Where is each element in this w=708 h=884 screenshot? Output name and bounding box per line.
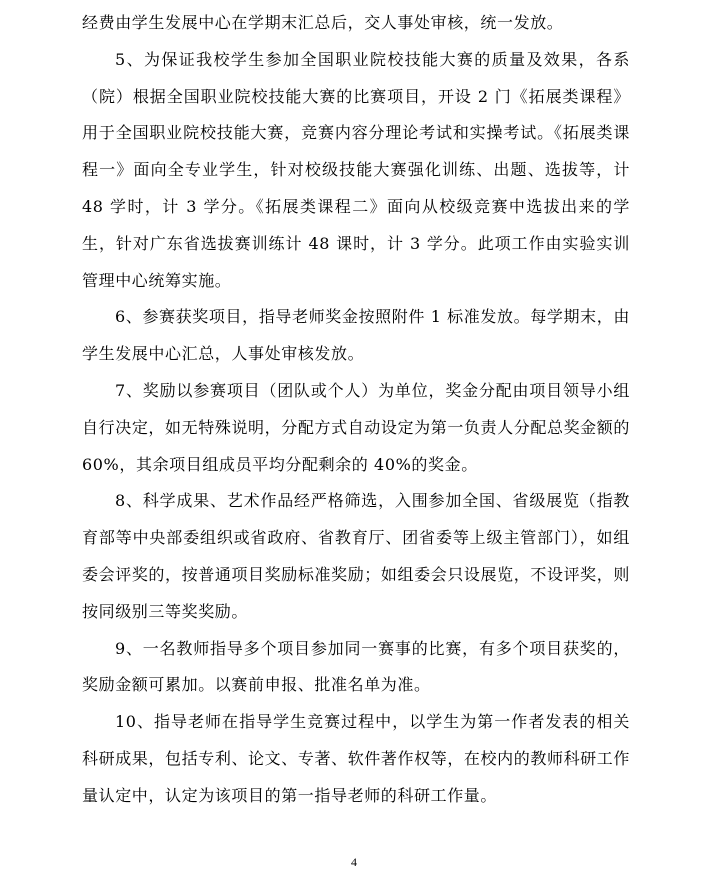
paragraph-item-9: 9、一名教师指导多个项目参加同一赛事的比赛，有多个项目获奖的，奖励金额可累加。以赛前申报、批准名单为准。 [82,638,630,695]
paragraph-item-6: 6、参赛获奖项目，指导老师奖金按照附件 1 标准发放。每学期末，由学生发展中心汇总，人事处审核发放。 [82,307,630,364]
paragraph-item-10: 10、指导老师在指导学生竞赛过程中，以学生为第一作者发表的相关科研成果，包括专利、论文、专著、软件著作权等，在校内的教师科研工作量认定中，认定为该项目的第一指导老师的科研工作量。 [82,712,630,805]
page-number: 4 [351,855,357,869]
document-body [82,5,630,815]
paragraph-1: 经费由学生发展中心在学期末汇总后，交人事处审核，统一发放。 [82,13,564,32]
paragraph-item-5: 5、为保证我校学生参加全国职业院校技能大赛的质量及效果，各系（院）根据全国职业院校技能大赛的比赛项目，开设 2 门《拓展类课程》用于全国职业院校技能大赛，竞赛内容分理论考试和实操考试。《拓展类课程一》面向全专业学生，针对校级技能大赛强化训练、出题、选拔等，计 48 学时，计 3 学分。《拓展类课程二》面向从校级竞赛中选拔出来的学生，针对广东省选拔赛训练计 48 课时，计 3 学分。此项工作由实验实训管理中心统筹实施。 [82,49,630,290]
paragraph-item-7: 7、奖励以参赛项目（团队或个人）为单位，奖金分配由项目领导小组自行决定，如无特殊说明，分配方式自动设定为第一负责人分配总奖金额的 60%，其余项目组成员平均分配剩余的 40%的奖金。 [82,380,630,474]
paragraph-item-8: 8、科学成果、艺术作品经严格筛选，入围参加全国、省级展览（指教育部等中央部委组织或省政府、省教育厅、团省委等上级主管部门），如组委会评奖的，按普通项目奖励标准奖励；如组委会只设展览，不设评奖，则按同级别三等奖奖励。 [82,491,630,621]
